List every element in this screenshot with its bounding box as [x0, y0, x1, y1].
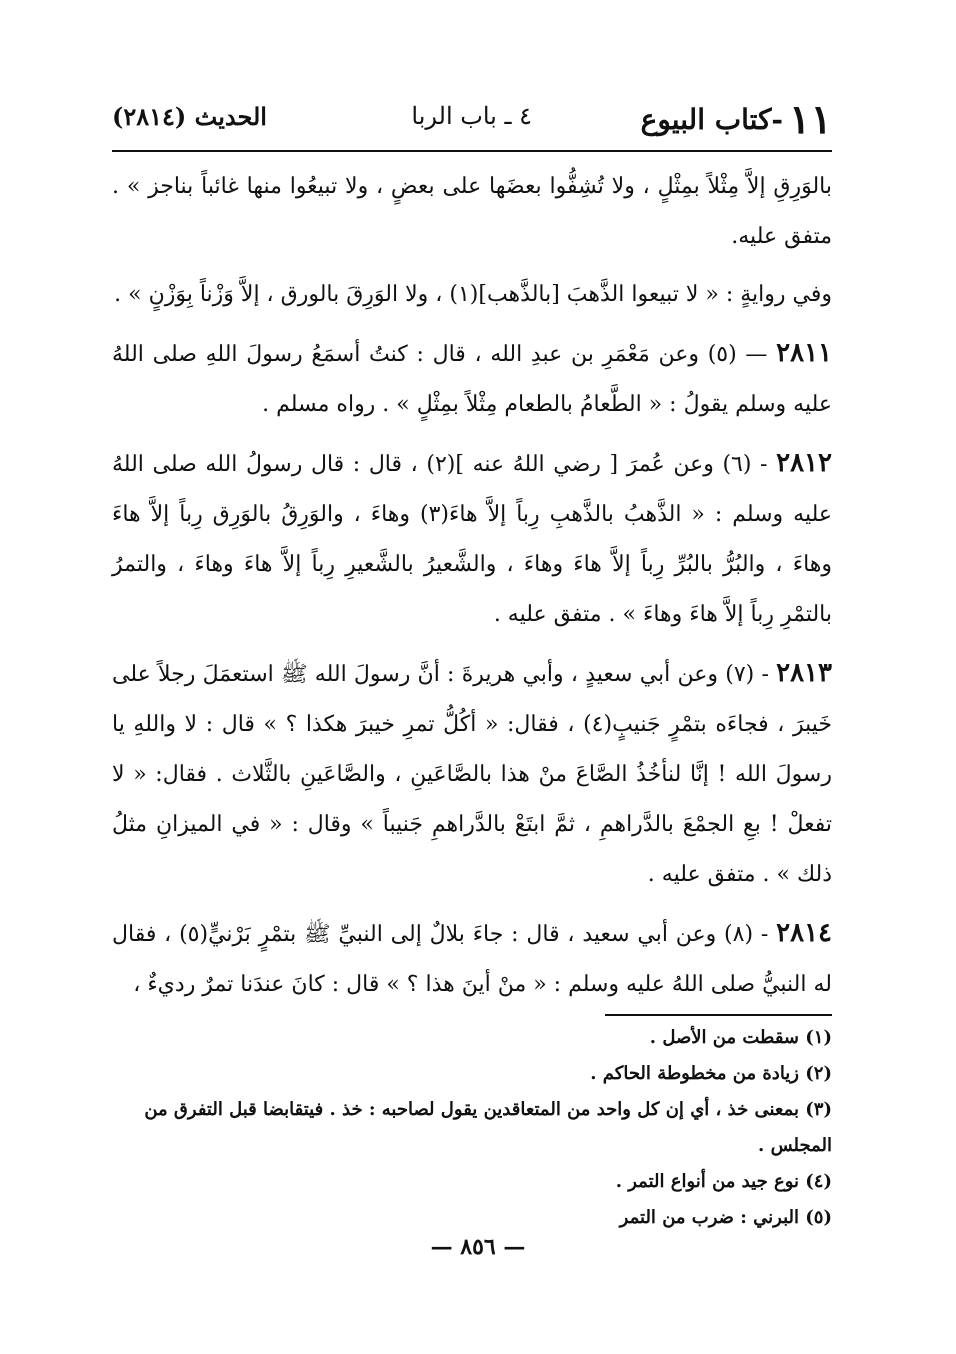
main-text	[112, 162, 832, 1018]
paragraph-text: وفي روايةٍ : « لا تبيعوا الذَّهبَ [بالذَّهب](١) ، ولا الوَرِقَ بالورق ، إلاَّ وَزْناً بِوَزْنٍ » .	[114, 282, 832, 307]
book-title	[641, 96, 832, 143]
chapter-title: ٤ ـ باب الربا	[411, 102, 532, 130]
hadith-paragraph	[112, 648, 832, 900]
footnote-divider	[605, 1014, 832, 1016]
book-title-text: -كتاب البيوع	[640, 103, 784, 136]
hadith-paragraph	[112, 438, 832, 640]
footnote: (٥) البرني : ضرب من التمر	[619, 1207, 832, 1228]
paragraph	[112, 270, 832, 320]
paragraph-text: بالوَرِقِ إلاَّ مِثْلاً بمِثْلٍ ، ولا تُشِفُّوا بعضَها على بعضٍ ، ولا تبيعُوا منها غائباً بناجز » . متفق عليه.	[112, 174, 832, 249]
hadith-number: ٢٨١٤	[776, 918, 833, 948]
paragraph-text: - (٨) وعن أبي سعيد ، قال : جاءَ بلالٌ إلى النبيِّ ﷺ بتمْرٍ بَرْنيٍّ(٥) ، فقال له النبيُّ صلى اللهُ عليه وسلم : « منْ أينَ هذا ؟ » قال : كانَ عندَنا تمرٌ رديءٌ ،	[112, 922, 832, 997]
hadith-paragraph	[112, 908, 832, 1010]
paragraph	[112, 162, 832, 262]
hadith-range: الحديث (٢٨١٤)	[112, 102, 267, 131]
hadith-number: ٢٨١٣	[776, 658, 832, 688]
footnote: (٢) زيادة من مخطوطة الحاكم .	[590, 1063, 832, 1084]
header-divider	[112, 150, 832, 152]
page-number: — ٨٥٦ —	[430, 1234, 526, 1260]
book-number: ١١	[789, 96, 832, 143]
hadith-number: ٢٨١٢	[776, 448, 832, 478]
footnote: (٣) بمعنى خذ ، أي إن كل واحد من المتعاقدين يقول لصاحبه : خذ . فيتقابضا قبل التفرق من المجلس .	[144, 1099, 832, 1156]
footnote: (١) سقطت من الأصل .	[649, 1027, 832, 1048]
hadith-paragraph	[112, 328, 832, 430]
footnote: (٤) نوع جيد من أنواع التمر .	[615, 1171, 832, 1192]
hadith-number: ٢٨١١	[776, 338, 832, 368]
paragraph-text: - (٧) وعن أبي سعيدٍ ، وأبي هريرةَ : أنَّ رسولَ الله ﷺ استعمَلَ رجلاً على خَيبرَ ، فجاءَه بتمْرٍ جَنيبٍ(٤) ، فقال: « أكُلُّ تمرِ خيبرَ هكذا ؟ » قال : لا واللهِ يا رسولَ الله ! إنَّا لنأخُذُ الصَّاعَ منْ هذا بالصَّاعَينِ ، والصَّاعَينِ بالثَّلاث . فقال: « لا تفعلْ ! بعِ الجمْعَ بالدَّراهمِ ، ثمَّ ابتَعْ بالدَّراهمِ جَنيباً » وقال : « في الميزانِ مثلُ ذلك » . متفق عليه .	[112, 662, 833, 887]
running-header	[112, 96, 832, 144]
footnotes	[112, 1020, 832, 1236]
paragraph-text: - (٦) وعن عُمرَ [ رضي اللهُ عنه ](٢) ، قال : قال رسولُ الله صلى اللهُ عليه وسلم : « الذَّهبُ بالذَّهبِ رِباً إلاَّ هاءَ(٣) وهاءَ ، والوَرِقُ بالوَرِق رِباً إلاَّ هاءَ وهاءَ ، والبُرُّ بالبُرِّ رِباً إلاَّ هاءَ وهاءَ ، والشَّعيرُ بالشَّعيرِ رِباً إلاَّ هاءَ وهاءَ ، والتمرُ بالتمْرِ رِباً إلاَّ هاءَ وهاءَ » . متفق عليه .	[112, 452, 832, 627]
paragraph-text: — (٥) وعن مَعْمَرِ بن عبدِ الله ، قال : كنتُ أسمَعُ رسولَ اللهِ صلى اللهُ عليه وسلم يقولُ : « الطَّعامُ بالطعام مِثْلاً بمِثْلٍ » . رواه مسلم .	[112, 342, 832, 417]
